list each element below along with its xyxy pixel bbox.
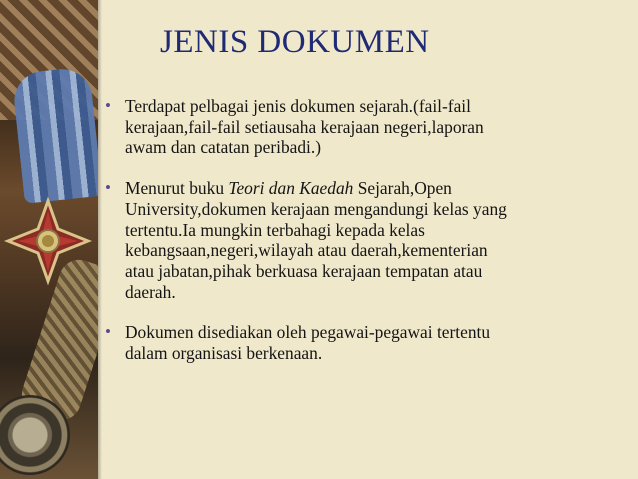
bullet-text-line: Terdapat pelbagai jenis dokumen sejarah.(fail-fail: [125, 96, 471, 116]
bullet-text-line: daerah.: [125, 281, 176, 302]
text-suffix: Sejarah,Open: [353, 178, 452, 199]
medal-ribbon-decoration: [11, 66, 98, 203]
bullet-item: [103, 178, 623, 302]
book-title: Teori dan Kaedah: [228, 178, 354, 199]
bullet-list: [103, 96, 623, 384]
strip-shadow: [98, 0, 102, 479]
bullet-text-line: awam dan catatan peribadi.): [125, 137, 322, 158]
bullet-text-line: dalam organisasi berkenaan.: [125, 343, 323, 364]
bullet-item: [103, 322, 623, 363]
bullet-icon: •: [105, 322, 111, 342]
text-prefix: Menurut buku: [125, 178, 229, 199]
bullet-text-line: University,dokumen kerajaan mengandungi kelas yang: [125, 198, 507, 219]
bullet-text-line: Dokumen disediakan oleh pegawai-pegawai tertentu: [125, 322, 491, 343]
bullet-text-line: tertentu.Ia mungkin terbahagi kepada kelas: [125, 219, 425, 240]
decorative-photo-strip: [0, 0, 98, 479]
bullet-text-line: kebangsaan,negeri,wilayah atau daerah,kementerian: [125, 240, 488, 261]
slide-title: JENIS DOKUMEN: [160, 24, 430, 60]
bullet-icon: •: [105, 178, 111, 198]
bullet-text-line: atau jabatan,pihak berkuasa kerajaan tempatan atau: [125, 260, 483, 281]
bullet-icon: •: [105, 96, 111, 115]
bullet-item: [103, 96, 623, 158]
bullet-text-line: kerajaan,fail-fail setiausaha kerajaan negeri,laporan: [125, 116, 484, 137]
bullet-text-line: [125, 178, 623, 199]
compass-icon: [0, 395, 70, 475]
